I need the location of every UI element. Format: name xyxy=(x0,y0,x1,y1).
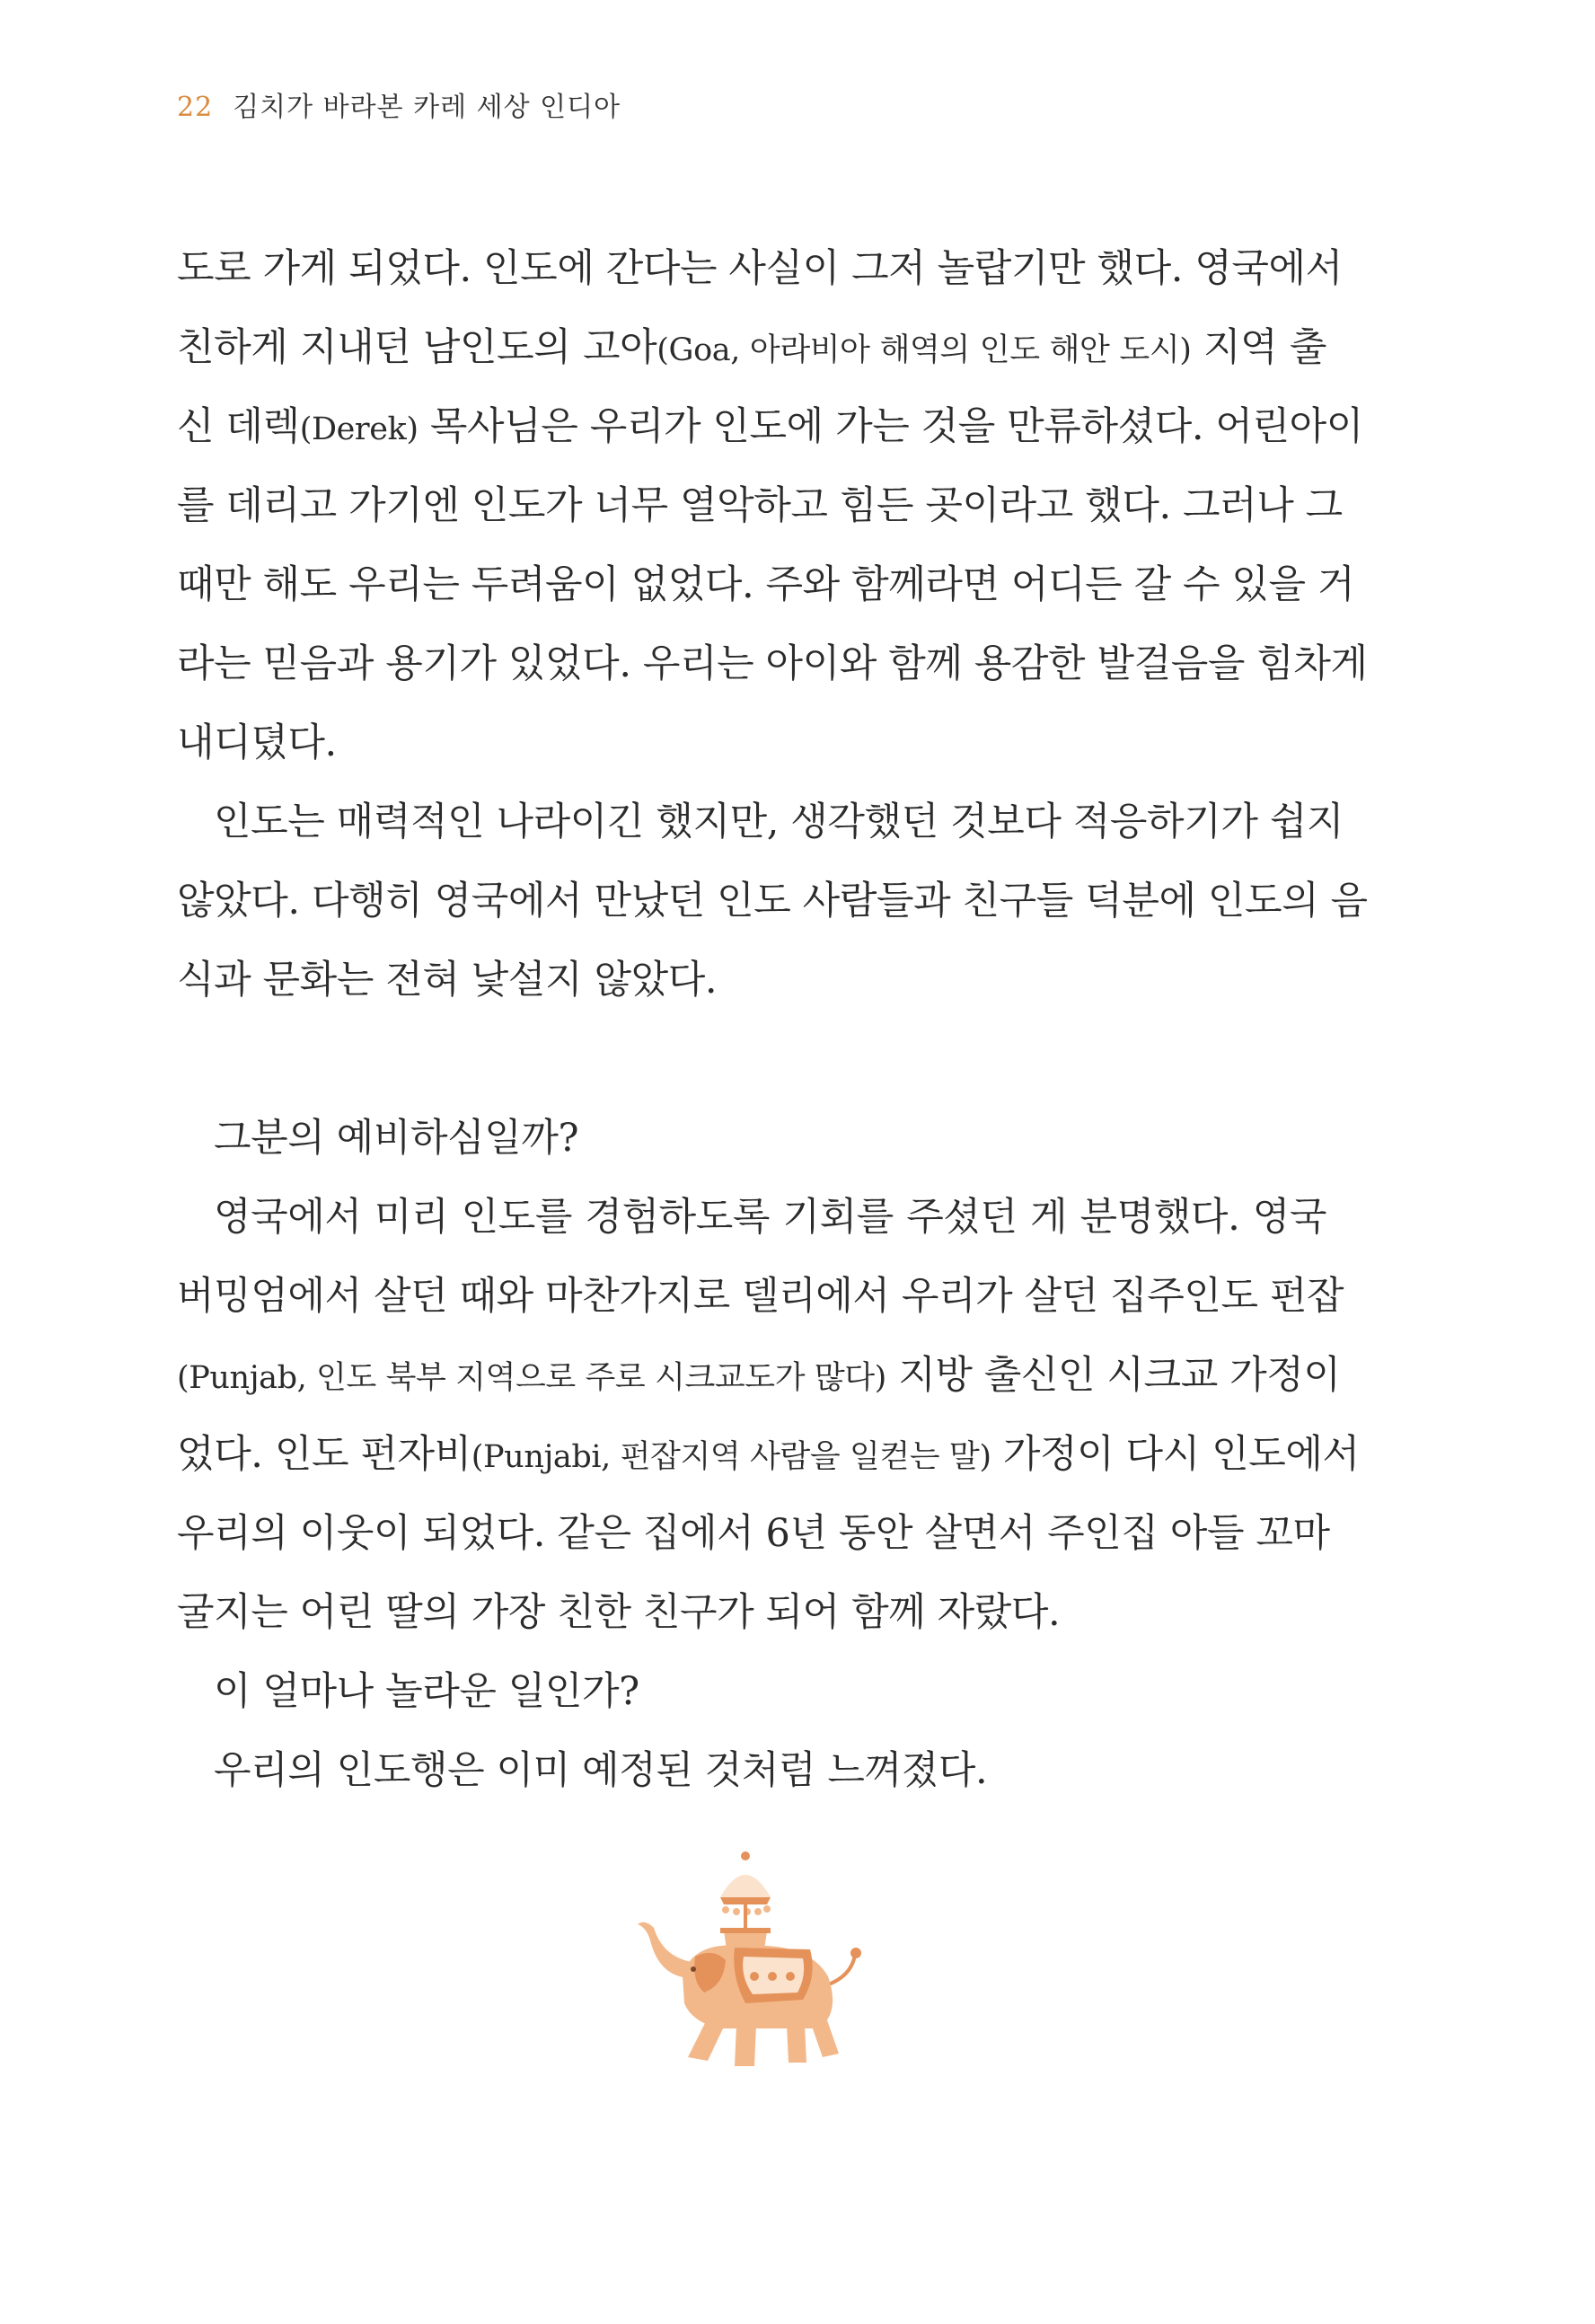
text-line: 그분의 예비하심일까? xyxy=(214,1116,579,1161)
text-line: 인도는 매력적인 나라이긴 했지만, 생각했던 것보다 적응하기가 쉽지 xyxy=(214,800,1344,844)
inline-note: (Derek) xyxy=(299,411,419,447)
text-line: 내디뎠다. xyxy=(177,720,337,765)
running-head xyxy=(177,84,621,124)
inline-note: (Punjab, 인도 북부 지역으로 주로 시크교도가 많다) xyxy=(177,1360,886,1396)
text-span: 목사님은 우리가 인도에 가는 것을 만류하셨다. 어린아이 xyxy=(418,404,1363,449)
text-line: 버밍엄에서 살던 때와 마찬가지로 델리에서 우리가 살던 집주인도 펀잡 xyxy=(177,1274,1344,1319)
text-line xyxy=(177,387,1363,466)
text-line: 않았다. 다행히 영국에서 만났던 인도 사람들과 친구들 덕분에 인도의 음 xyxy=(177,879,1368,923)
text-line xyxy=(177,1415,1360,1494)
text-span: 신 데렉 xyxy=(177,404,300,449)
text-line: 영국에서 미리 인도를 경험하도록 기회를 주셨던 게 분명했다. 영국 xyxy=(214,1195,1326,1240)
text-line: 때만 해도 우리는 두려움이 없었다. 주와 함께라면 어디든 갈 수 있을 거 xyxy=(177,562,1355,607)
text-line: 굴지는 어린 딸의 가장 친한 친구가 되어 함께 자랐다. xyxy=(177,1590,1061,1635)
body-text xyxy=(177,229,1368,1810)
inline-note: (Goa, 아라비아 해역의 인도 해안 도시) xyxy=(657,332,1192,368)
text-line xyxy=(177,1336,1341,1415)
inline-note: (Punjabi, 펀잡지역 사람을 일컫는 말) xyxy=(471,1439,991,1475)
text-line: 이 얼마나 놀라운 일인가? xyxy=(214,1669,639,1714)
text-span: 가정이 다시 인도에서 xyxy=(991,1432,1360,1477)
text-span: 지방 출신인 시크교 가정이 xyxy=(886,1353,1341,1398)
text-span: 었다. 인도 펀자비 xyxy=(177,1432,471,1477)
text-line: 라는 믿음과 용기가 있었다. 우리는 아이와 함께 용감한 발걸음을 힘차게 xyxy=(177,641,1368,686)
text-line: 식과 문화는 전혀 낯설지 않았다. xyxy=(177,958,718,1003)
elephant-with-parasol-icon xyxy=(620,1842,907,2093)
book-title: 김치가 바라본 카레 세상 인디아 xyxy=(233,92,621,123)
text-line: 도로 가게 되었다. 인도에 간다는 사실이 그저 놀랍기만 했다. 영국에서 xyxy=(177,246,1343,291)
text-line: 우리의 이웃이 되었다. 같은 집에서 6년 동안 살면서 주인집 아들 꼬마 xyxy=(177,1511,1330,1556)
text-span: 친하게 지내던 남인도의 고아 xyxy=(177,325,657,370)
text-line: 우리의 인도행은 이미 예정된 것처럼 느껴졌다. xyxy=(214,1748,988,1793)
page-number: 22 xyxy=(177,92,214,123)
text-line xyxy=(177,308,1326,387)
text-span: 지역 출 xyxy=(1191,325,1326,370)
paragraph-gap xyxy=(177,1020,1326,1099)
text-line: 를 데리고 가기엔 인도가 너무 열악하고 힘든 곳이라고 했다. 그러나 그 xyxy=(177,483,1343,528)
